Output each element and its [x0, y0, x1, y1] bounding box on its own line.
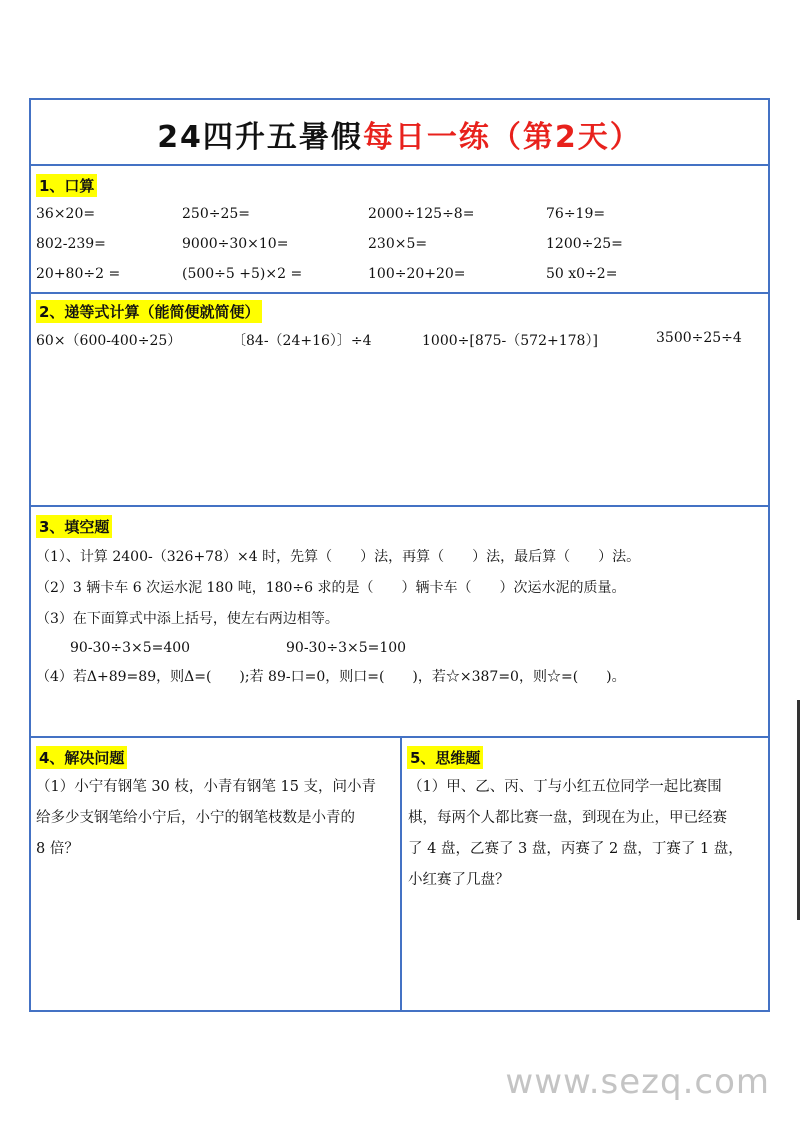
problem: 802-239= — [36, 236, 106, 252]
problem: 9000÷30×10= — [182, 236, 289, 252]
text-line: 棋，每两个人都比赛一盘，到现在为止，甲已经赛 — [408, 810, 727, 826]
worksheet — [29, 98, 770, 1012]
problem: 76÷19= — [546, 206, 606, 222]
section-fill-blanks — [31, 507, 768, 738]
problem: 2000÷125÷8= — [368, 206, 475, 222]
text-line: （1）甲、乙、丙、丁与小红五位同学一起比赛围 — [408, 779, 722, 795]
problem: 1200÷25= — [546, 236, 623, 252]
section-label: 2、递等式计算（能简便就简便） — [36, 300, 262, 323]
section-label: 1、口算 — [36, 174, 97, 197]
section-label: 4、解决问题 — [36, 746, 127, 769]
problem: 36×20= — [36, 206, 96, 222]
section-label: 3、填空题 — [36, 515, 112, 538]
problem: 50 x0÷2= — [546, 266, 618, 282]
section-problems — [31, 738, 768, 1010]
title-prefix: 24四升五暑假 — [157, 120, 363, 155]
text-line: 给多少支钢笔给小宁后，小宁的钢笔枝数是小青的 — [36, 810, 355, 826]
text-line: 了 4 盘，乙赛了 3 盘，丙赛了 2 盘，丁赛了 1 盘， — [408, 841, 743, 857]
title-row — [31, 100, 768, 166]
section-label: 5、思维题 — [407, 746, 483, 769]
problem: 3500÷25÷4 — [656, 330, 742, 346]
watermark-url: www.sezq.com — [505, 1062, 770, 1102]
equation: 90-30÷3×5=400 — [70, 640, 191, 656]
text-line: 8 倍？ — [36, 841, 79, 857]
problem: 〔84-（24+16）〕÷4 — [232, 333, 372, 349]
question: （2）3 辆卡车 6 次运水泥 180 吨，180÷6 求的是（ ）辆卡车（ ）次运水泥的质量。 — [36, 580, 626, 596]
problem: 1000÷[875-（572+178）] — [422, 333, 598, 349]
question: （3）在下面算式中添上括号，使左右两边相等。 — [36, 611, 339, 627]
column-divider — [400, 738, 402, 1010]
page-title — [31, 112, 768, 156]
problem: 20+80÷2 = — [36, 266, 121, 282]
problem: 100÷20+20= — [368, 266, 466, 282]
text-line: （1）小宁有钢笔 30 枝，小青有钢笔 15 支，问小青 — [36, 779, 377, 795]
equation: 90-30÷3×5=100 — [286, 640, 407, 656]
problem: 60×（600-400÷25） — [36, 333, 182, 349]
section-mental-math — [31, 166, 768, 294]
word-problem — [36, 772, 396, 865]
problem: (500÷5 +5)×2 = — [182, 266, 303, 282]
problem: 250÷25= — [182, 206, 250, 222]
text-line: 小红赛了几盘？ — [408, 872, 510, 888]
title-highlight: 每日一练（第2天） — [362, 120, 642, 155]
question: （4）若Δ+89=89，则Δ=( );若 89-口=0，则口=( )，若☆×387=0，则☆=( )。 — [36, 669, 626, 685]
thinking-problem — [408, 772, 770, 896]
problem: 230×5= — [368, 236, 428, 252]
section-step-calculation — [31, 294, 768, 507]
question: （1）、计算 2400-（326+78）×4 时，先算（ ）法，再算（ ）法，最后算（ ）法。 — [36, 549, 641, 565]
